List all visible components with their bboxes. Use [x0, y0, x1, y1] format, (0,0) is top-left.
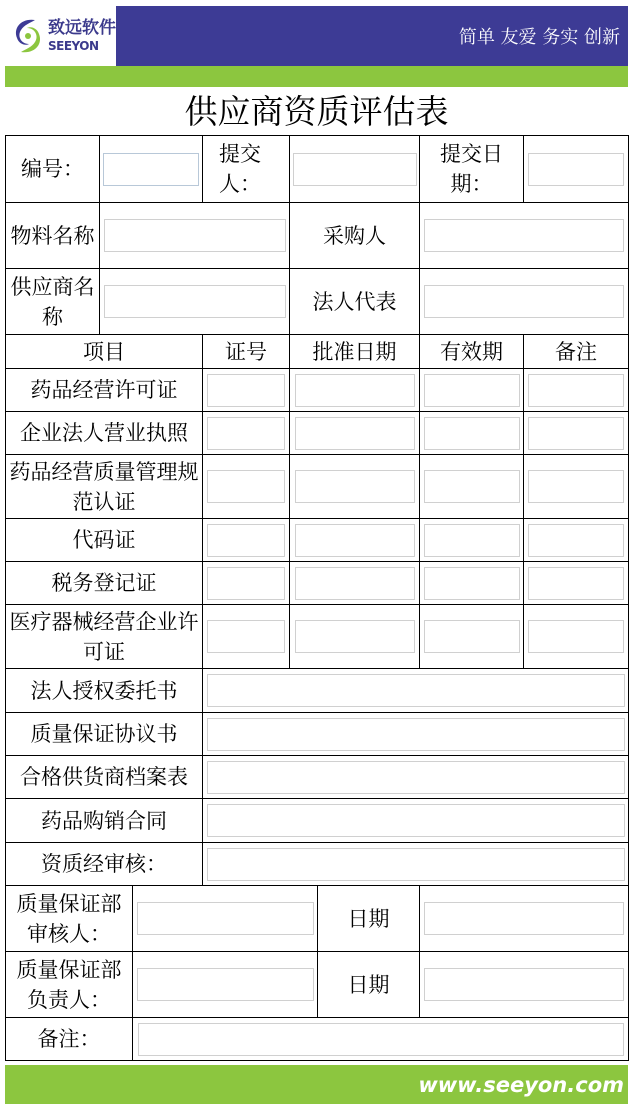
approval-date-input[interactable]: [295, 567, 415, 600]
supplier-name-label: 供应商名称: [6, 269, 100, 335]
approval-date-input[interactable]: [295, 524, 415, 557]
doc-name: 合格供货商档案表: [6, 756, 203, 799]
footer-bar: [5, 1065, 628, 1104]
approval-date-input[interactable]: [295, 470, 415, 503]
column-header-approval-date: 批准日期: [290, 335, 420, 369]
remarks-input[interactable]: [528, 417, 624, 450]
supplier-qualification-form: [5, 135, 629, 1061]
qa-head-label: 质量保证部负责人：: [6, 952, 133, 1018]
cert-no-input[interactable]: [207, 470, 285, 503]
app-header: [5, 6, 628, 66]
cert-no-input[interactable]: [207, 374, 285, 407]
head-date-input[interactable]: [424, 968, 624, 1001]
column-header-cert-no: 证号: [203, 335, 290, 369]
column-header-validity: 有效期: [420, 335, 524, 369]
qualification-review-input[interactable]: [207, 848, 625, 881]
doc-input[interactable]: [207, 674, 625, 707]
legal-rep-label: 法人代表: [290, 269, 420, 335]
remarks-input[interactable]: [528, 620, 624, 653]
table-row: [6, 369, 629, 412]
material-name-label: 物料名称: [6, 203, 100, 269]
validity-input[interactable]: [424, 524, 520, 557]
buyer-input[interactable]: [424, 219, 624, 252]
head-date-label: 日期: [318, 952, 420, 1018]
qa-reviewer-label: 质量保证部审核人：: [6, 886, 133, 952]
column-header-remarks: 备注: [524, 335, 629, 369]
validity-input[interactable]: [424, 374, 520, 407]
table-row: [6, 669, 629, 713]
remarks-input[interactable]: [528, 470, 624, 503]
qa-reviewer-input[interactable]: [137, 902, 314, 935]
final-remarks-label: 备注：: [6, 1018, 133, 1061]
table-row: [6, 519, 629, 562]
page-title: 供应商资质评估表: [184, 92, 449, 131]
validity-input[interactable]: [424, 567, 520, 600]
table-row: [6, 713, 629, 756]
legal-rep-input[interactable]: [424, 285, 624, 318]
logo: [5, 6, 116, 66]
material-name-input[interactable]: [104, 219, 286, 252]
cert-name: 代码证: [6, 519, 203, 562]
qa-head-input[interactable]: [137, 968, 314, 1001]
table-row: [6, 562, 629, 605]
number-input[interactable]: [103, 153, 199, 186]
review-date-label: 日期: [318, 886, 420, 952]
submitter-label: 提交人：: [203, 136, 290, 203]
footer-url: www.seeyon.com: [418, 1072, 624, 1097]
slogan-bar: [116, 6, 628, 66]
column-header-item: 项目: [6, 335, 203, 369]
submitter-input[interactable]: [293, 153, 417, 186]
table-row: [6, 455, 629, 519]
remarks-input[interactable]: [528, 524, 624, 557]
slogan-text: 简单 友爱 务实 创新: [458, 27, 620, 48]
validity-input[interactable]: [424, 417, 520, 450]
approval-date-input[interactable]: [295, 620, 415, 653]
buyer-label: 采购人: [290, 203, 420, 269]
cert-no-input[interactable]: [207, 620, 285, 653]
approval-date-input[interactable]: [295, 374, 415, 407]
table-row: [6, 605, 629, 669]
doc-name: 药品购销合同: [6, 799, 203, 843]
doc-input[interactable]: [207, 718, 625, 751]
supplier-name-input[interactable]: [104, 285, 286, 318]
submit-date-input[interactable]: [528, 153, 624, 186]
cert-name: 医疗器械经营企业许可证: [6, 605, 203, 669]
logo-cn-text: 致远软件: [48, 18, 116, 38]
doc-name: 法人授权委托书: [6, 669, 203, 713]
doc-input[interactable]: [207, 761, 625, 794]
cert-name: 税务登记证: [6, 562, 203, 605]
cert-no-input[interactable]: [207, 524, 285, 557]
doc-name: 质量保证协议书: [6, 713, 203, 756]
approval-date-input[interactable]: [295, 417, 415, 450]
table-row: [6, 756, 629, 799]
doc-name: 资质经审核：: [6, 843, 203, 886]
seeyon-logo-icon: [11, 16, 45, 56]
cert-no-input[interactable]: [207, 567, 285, 600]
final-remarks-input[interactable]: [138, 1023, 624, 1056]
table-row: [6, 843, 629, 886]
table-row: [6, 799, 629, 843]
cert-name: 企业法人营业执照: [6, 412, 203, 455]
remarks-input[interactable]: [528, 374, 624, 407]
review-date-input[interactable]: [424, 902, 624, 935]
validity-input[interactable]: [424, 620, 520, 653]
cert-no-input[interactable]: [207, 417, 285, 450]
submit-date-label: 提交日期：: [420, 136, 524, 203]
doc-input[interactable]: [207, 804, 625, 837]
logo-en-text: SEEYON: [48, 39, 99, 53]
remarks-input[interactable]: [528, 567, 624, 600]
number-label: 编号：: [6, 136, 100, 203]
header-accent-strip: [5, 66, 628, 87]
table-row: [6, 412, 629, 455]
cert-name: 药品经营许可证: [6, 369, 203, 412]
validity-input[interactable]: [424, 470, 520, 503]
cert-name: 药品经营质量管理规范认证: [6, 455, 203, 519]
